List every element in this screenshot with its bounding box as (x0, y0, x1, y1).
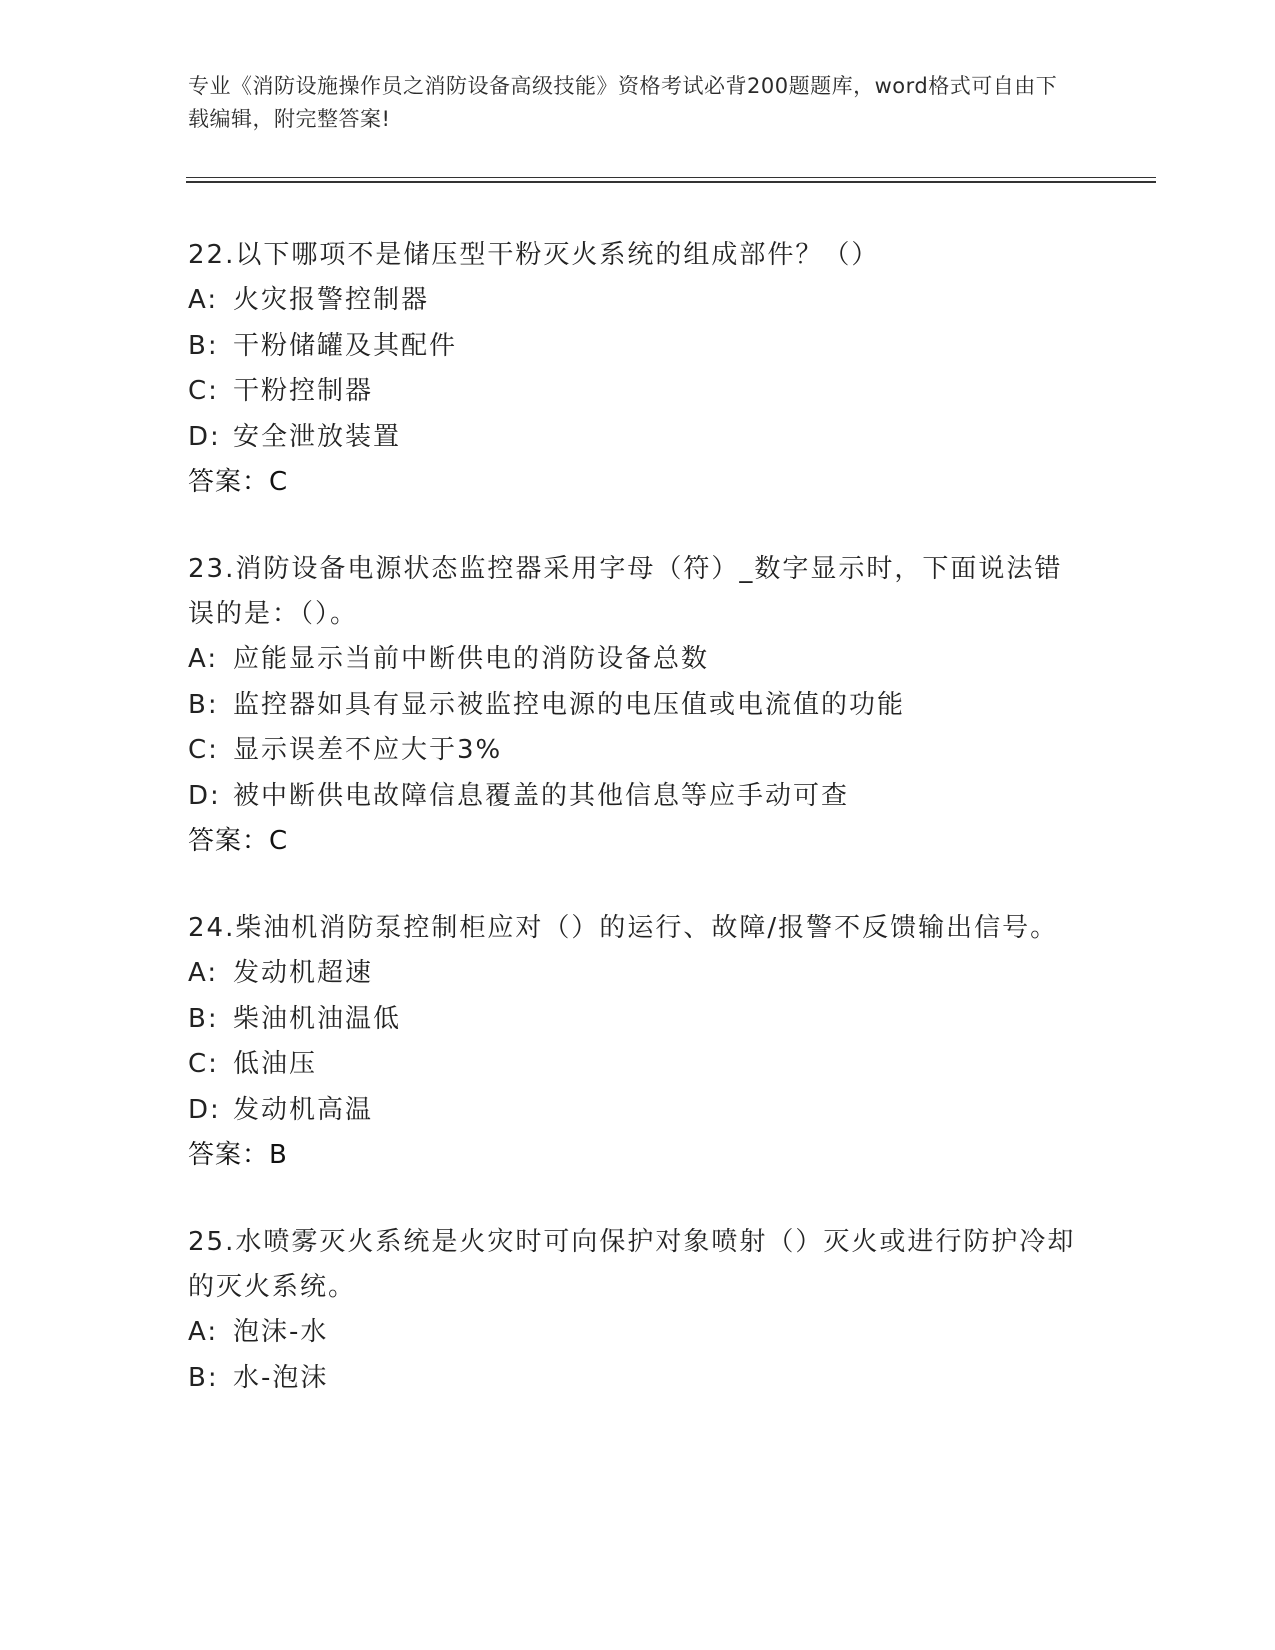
option-letter: C: (188, 376, 219, 406)
answer-label: 答案： (188, 467, 270, 497)
answer-value: C (269, 826, 289, 856)
option-text: 被中断供电故障信息覆盖的其他信息等应手动可查 (233, 780, 850, 811)
answer-line (188, 1133, 1088, 1178)
answer-label: 答案： (188, 826, 270, 856)
option-d (188, 415, 1088, 461)
option-text: 监控器如具有显示被监控电源的电压值或电流值的功能 (233, 689, 906, 720)
option-text: 柴油机油温低 (233, 1003, 402, 1034)
option-text: 干粉储罐及其配件 (233, 330, 458, 361)
option-text: 低油压 (233, 1049, 318, 1079)
option-text: 干粉控制器 (233, 376, 374, 406)
option-letter: A: (188, 958, 219, 988)
option-letter: A: (188, 285, 219, 315)
question-stem: 水喷雾灭火系统是火灾时可向保护对象喷射（）灭火或进行防护冷却的灭火系统。 (188, 1227, 1076, 1302)
option-d (188, 1088, 1088, 1134)
question-stem: 以下哪项不是储压型干粉灭火系统的组成部件？（） (235, 240, 880, 270)
option-text: 发动机高温 (233, 1094, 374, 1125)
option-letter: A: (188, 644, 219, 674)
question-24 (188, 906, 1088, 1178)
question-text (188, 906, 1088, 951)
option-letter: B: (188, 689, 219, 720)
option-letter: D: (188, 780, 221, 811)
question-number: 25. (188, 1227, 236, 1257)
document-intro: 专业《消防设施操作员之消防设备高级技能》资格考试必背200题题库，word格式可自由下载编辑，附完整答案! (188, 74, 1058, 131)
question-stem: 消防设备电源状态监控器采用字母（符）_数字显示时，下面说法错误的是：（）。 (188, 554, 1063, 629)
option-c (188, 369, 1088, 415)
option-letter: C: (188, 1049, 219, 1079)
option-b (188, 997, 1088, 1043)
option-c (188, 728, 1088, 774)
option-text: 泡沫-水 (233, 1317, 329, 1347)
option-d (188, 774, 1088, 820)
option-letter: B: (188, 1362, 219, 1393)
answer-value: C (269, 467, 289, 497)
answer-line (188, 819, 1088, 864)
option-text: 发动机超速 (233, 958, 374, 988)
option-a (188, 637, 1088, 683)
question-list (188, 233, 1088, 1443)
option-b (188, 324, 1088, 370)
option-text: 显示误差不应大于3% (233, 735, 503, 765)
option-a (188, 278, 1088, 324)
answer-label: 答案： (188, 1140, 270, 1170)
option-letter: A: (188, 1317, 219, 1347)
answer-value: B (269, 1140, 288, 1170)
question-number: 22. (188, 240, 236, 270)
question-25 (188, 1220, 1088, 1401)
option-a (188, 951, 1088, 997)
option-text: 火灾报警控制器 (233, 285, 430, 315)
question-23 (188, 547, 1088, 864)
option-letter: B: (188, 1003, 219, 1034)
option-letter: D: (188, 1094, 221, 1125)
option-text: 水-泡沫 (233, 1362, 329, 1393)
answer-line (188, 460, 1088, 505)
option-b (188, 683, 1088, 729)
question-text (188, 1220, 1088, 1310)
header-divider-thick (186, 181, 1156, 183)
question-number: 24. (188, 913, 236, 943)
question-stem: 柴油机消防泵控制柜应对（）的运行、故障/报警不反馈输出信号。 (235, 913, 1059, 943)
question-22 (188, 233, 1088, 505)
option-text: 应能显示当前中断供电的消防设备总数 (233, 644, 710, 674)
question-number: 23. (188, 554, 236, 584)
option-text: 安全泄放装置 (233, 421, 402, 452)
option-b (188, 1356, 1088, 1402)
option-letter: D: (188, 421, 221, 452)
option-a (188, 1310, 1088, 1356)
question-text (188, 233, 1088, 278)
question-text (188, 547, 1088, 637)
option-letter: B: (188, 330, 219, 361)
option-c (188, 1042, 1088, 1088)
header-divider-thin (186, 177, 1156, 178)
option-letter: C: (188, 735, 219, 765)
